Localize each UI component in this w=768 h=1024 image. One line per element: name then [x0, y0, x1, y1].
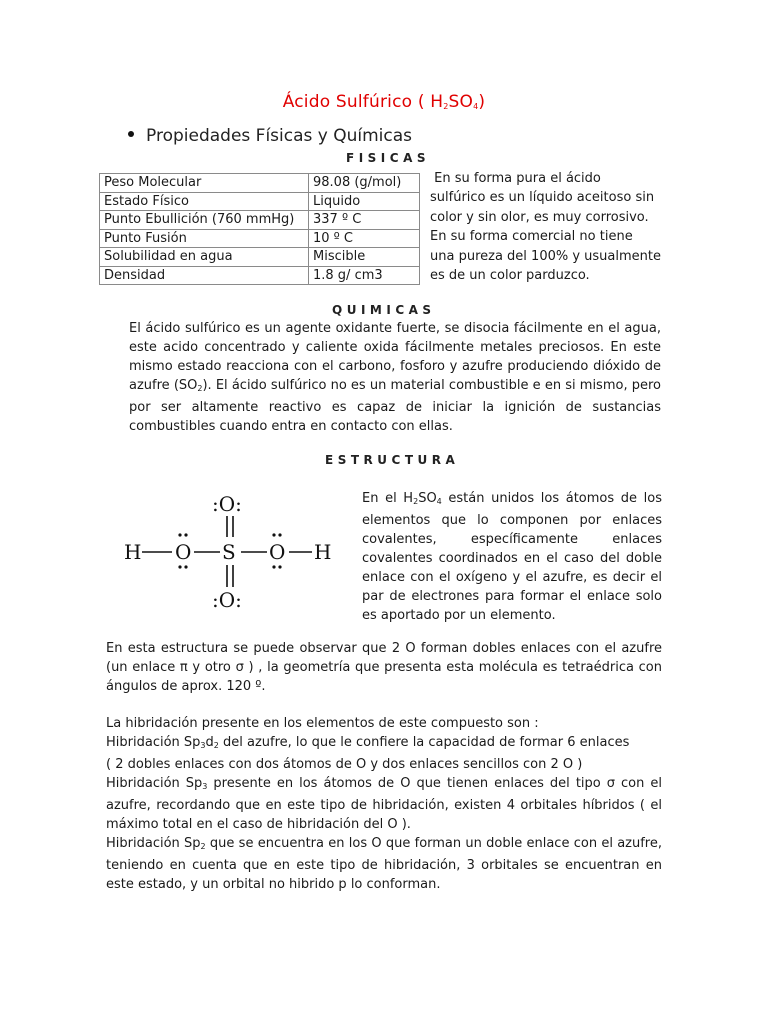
property-value: Liquido	[309, 192, 420, 211]
side-description	[430, 169, 666, 285]
hibridacion-enlaces-line: ( 2 dobles enlaces con dos átomos de O y dos enlaces sencillos con 2 O )	[106, 757, 583, 772]
lewis-structure-diagram	[118, 483, 340, 618]
oxygen-bottom-label: :O:	[212, 588, 242, 612]
table-row	[100, 266, 420, 285]
hydrogen-left-label: H	[124, 540, 142, 564]
fisicas-heading: FISICAS	[346, 151, 431, 165]
property-name: Punto Fusión	[100, 229, 309, 248]
table-row	[100, 174, 420, 193]
table-row	[100, 248, 420, 267]
table-row	[100, 211, 420, 230]
property-name: Solubilidad en agua	[100, 248, 309, 267]
property-value: 337 º C	[309, 211, 420, 230]
hibridacion-sp3-paragraph: Hibridación $Sp_3$ presente en los átomos de O que tienen enlaces del tipo σ con el azufre, recordando que en este tipo de hibridación, existen 4 orbitales híbridos ( el máximo total en el caso de hibridación del O ).	[106, 776, 662, 832]
property-name: Punto Ebullición (760 mmHg)	[100, 211, 309, 230]
estructura-heading: ESTRUCTURA	[325, 453, 460, 467]
hibridacion-sp2-paragraph: Hibridación $Sp_2$ que se encuentra en los O que forman un doble enlace con el azufre, teniendo en cuenta que en este tipo de hibridación, 3 orbitales se encuentran en este estado, y un orbital no hibrido p lo conforman.	[106, 836, 662, 892]
table-row	[100, 229, 420, 248]
property-value: 10 º C	[309, 229, 420, 248]
hibridacion-intro: La hibridación presente en los elementos de este compuesto son :	[106, 716, 539, 731]
estructura-paragraph: En el $H_2SO_4$ están unidos los átomos de los elementos que lo componen por enlaces covalentes, específicamente enlaces covalentes coordinados en el caso del doble enlace con el oxígeno y el azufre, es decir el par de electrones para formar el enlace solo es aportado por un elemento.	[362, 491, 662, 623]
side-text-line: sulfúrico es un líquido aceitoso sin	[430, 190, 655, 206]
quimicas-heading: QUIMICAS	[332, 303, 436, 317]
property-name: Estado Físico	[100, 192, 309, 211]
oxygen-top-label: :O:	[212, 492, 242, 516]
property-value: 98.08 (g/mol)	[309, 174, 420, 193]
sulfur-label: S	[222, 540, 236, 564]
oxygen-right-label: O	[269, 540, 286, 564]
page-title: Ácido Sulfúrico ( $H_2SO_4$)	[282, 92, 486, 112]
bullet-label: Propiedades Físicas y Químicas	[146, 126, 413, 146]
hibridacion-sp3d2-line: Hibridación $Sp_3d_2$ del azufre, lo que le confiere la capacidad de formar 6 enlaces	[106, 735, 630, 750]
hydrogen-right-label: H	[314, 540, 332, 564]
side-text-line: En su forma comercial no tiene	[430, 229, 633, 245]
bullet-dot	[128, 131, 134, 137]
side-text-line: color y sin olor, es muy corrosivo.	[430, 209, 649, 225]
oxygen-left-label: O	[175, 540, 192, 564]
property-name: Densidad	[100, 266, 309, 285]
side-text-line: es de un color parduzco.	[430, 268, 590, 284]
property-value: Miscible	[309, 248, 420, 267]
quimicas-paragraph: El ácido sulfúrico es un agente oxidante fuerte, se disocia fácilmente en el agua, este acido concentrado y caliente oxida fácilmente metales preciosos. En este mismo estado reacciona con el carbono, fosforo y azufre produciendo dióxido de azufre $(SO_2)$. El ácido sulfúrico no es un material combustible e en si mismo, pero por ser altamente reactivo es capaz de iniciar la ignición de sustancias combustibles cuando entra en contacto con ellas.	[129, 321, 661, 434]
side-text-line: En su forma pura el ácido	[430, 171, 601, 186]
table-row	[100, 192, 420, 211]
property-value: 1.8 g/ cm3	[309, 266, 420, 285]
property-name: Peso Molecular	[100, 174, 309, 193]
properties-table	[99, 173, 420, 285]
hibridacion-block	[106, 714, 662, 894]
bullet-item	[128, 126, 412, 146]
side-text-line: una pureza del 100% y usualmente	[430, 248, 661, 264]
geometry-paragraph: En esta estructura se puede observar que 2 O forman dobles enlaces con el azufre (un enlace π y otro σ ) , la geometría que presenta esta molécula es tetraédrica con ángulos de aprox. 120 º.	[106, 641, 662, 694]
